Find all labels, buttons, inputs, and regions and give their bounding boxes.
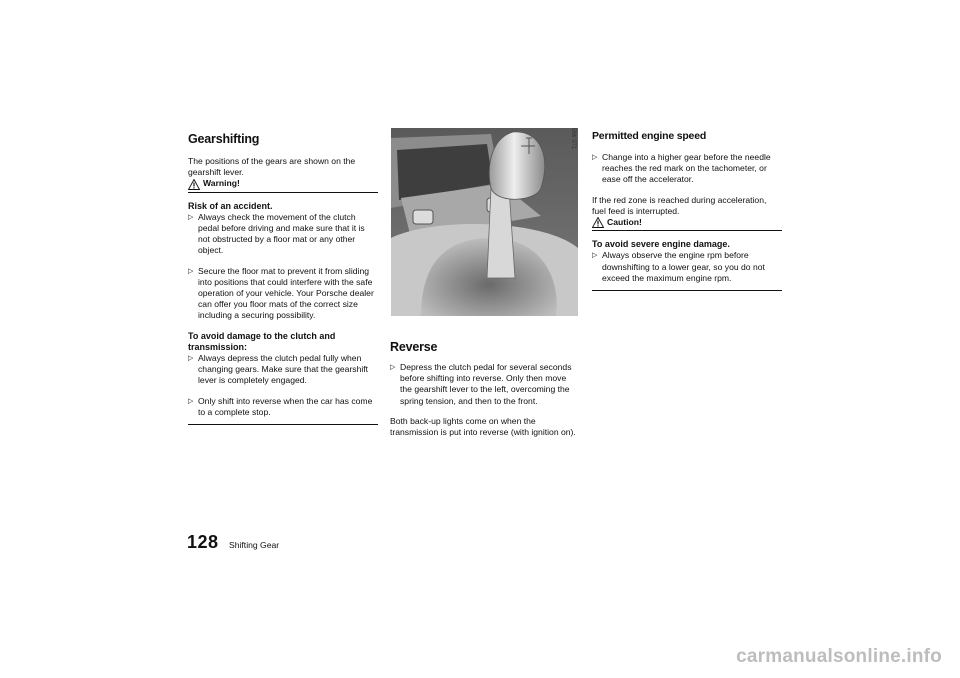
right-column: [592, 130, 782, 291]
warning-header: [188, 178, 378, 192]
list-item: [592, 152, 782, 186]
list-item: [390, 362, 578, 407]
list-item: [188, 266, 378, 322]
gearshift-lever-illustration: [391, 128, 578, 316]
bullet-marker: ▷: [188, 397, 194, 405]
list-item: [188, 212, 378, 257]
bullet-marker: ▷: [188, 267, 194, 275]
figure-code: BW 071: [570, 128, 576, 150]
caution-lead: To avoid severe engine damage.: [592, 239, 730, 250]
engine-speed-title: Permitted engine speed: [592, 130, 707, 142]
caution-header: [592, 217, 782, 231]
reverse-title: Reverse: [390, 340, 438, 354]
warning-triangle-icon: [188, 179, 200, 190]
section-end-rule: [188, 424, 378, 425]
bullet-marker: ▷: [592, 154, 598, 161]
warning-label: Warning!: [203, 178, 240, 189]
intro-text: The positions of the gears are shown on the gearshift lever.: [188, 156, 356, 178]
bullet-text: Secure the floor mat to prevent it from sliding into positions that could interfere with the safe operation of your vehicle. Your Porsche dealer can offer you floor mats of the correct size including a securing possibility.: [198, 265, 374, 321]
bullet-text: Depress the clutch pedal for several seconds before shifting into reverse. Only then move the gearshift lever to the left, overcoming the spring tension, and then to the front.: [400, 362, 572, 406]
bullet-text: Change into a higher gear before the needle reaches the red mark on the tachometer, or ease off the accelerator.: [602, 152, 771, 185]
list-item: [188, 396, 378, 418]
damage-lead: To avoid damage to the clutch and transmission:: [188, 330, 336, 352]
bullet-text: Always check the movement of the clutch pedal before driving and make sure that it is not obstructed by a floor mat or any other object.: [198, 211, 365, 256]
warning-triangle-icon: [592, 217, 604, 228]
backup-lights-note: Both back-up lights come on when the transmission is put into reverse (with ignition on).: [390, 415, 576, 438]
left-column: [188, 132, 378, 425]
gearshifting-title: Gearshifting: [188, 132, 260, 146]
fuel-note: If the red zone is reached during acceleration, fuel feed is interrupted.: [592, 194, 767, 216]
bullet-marker: ▷: [188, 355, 194, 363]
bullet-marker: ▷: [390, 364, 396, 371]
warning-lead: Risk of an accident.: [188, 200, 273, 211]
list-item: [592, 250, 782, 284]
bullet-text: Only shift into reverse when the car has come to a complete stop.: [198, 395, 373, 417]
section-end-rule: [592, 290, 782, 291]
bullet-text: Always observe the engine rpm before downshifting to a lower gear, so you do not exceed the maximum engine rpm.: [602, 250, 765, 283]
bullet-marker: ▷: [188, 213, 194, 221]
page-number: 128: [187, 532, 219, 552]
bullet-marker: ▷: [592, 252, 598, 260]
section-name: Shifting Gear: [229, 540, 280, 550]
watermark: carmanualsonline.info: [736, 646, 942, 667]
bullet-text: Always depress the clutch pedal fully when changing gears. Make sure that the gearshift lever is completely engaged.: [198, 353, 369, 386]
caution-label: Caution!: [607, 217, 642, 228]
list-item: [188, 353, 378, 387]
middle-column: [390, 340, 578, 438]
